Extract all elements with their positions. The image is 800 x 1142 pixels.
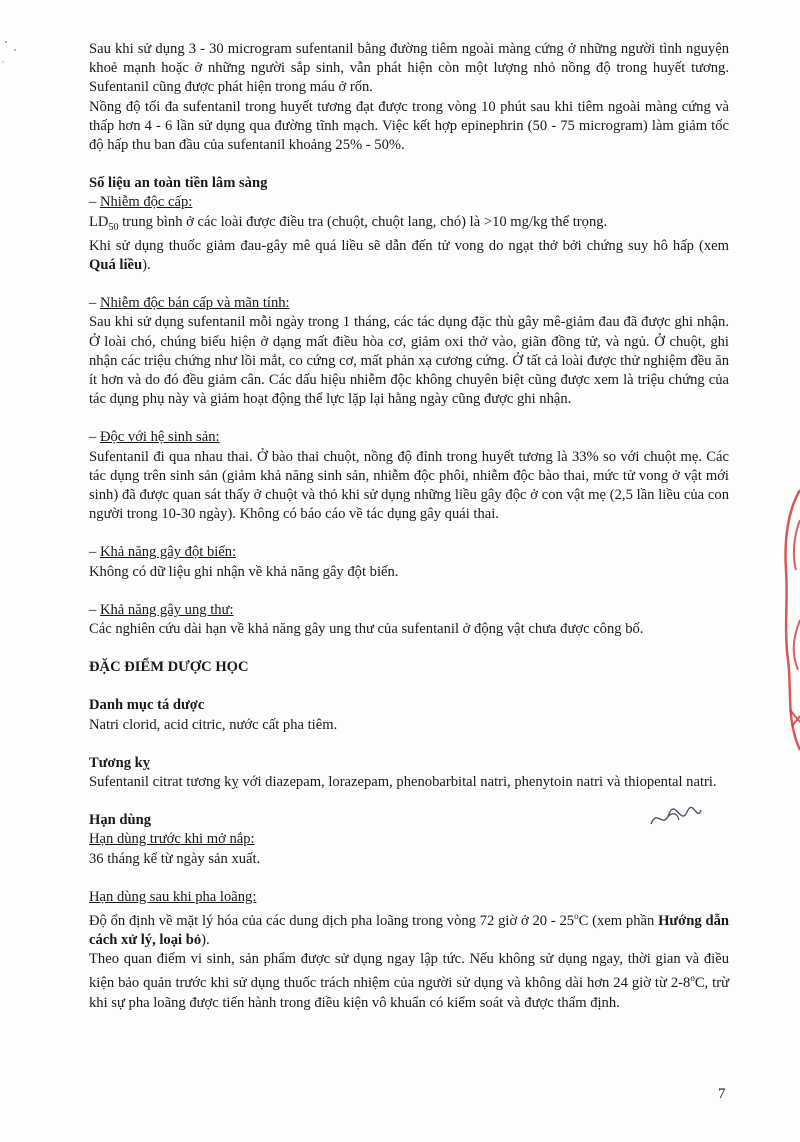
chronic-toxicity-label: – Nhiễm độc bán cấp và mãn tính:: [89, 295, 290, 312]
before-open-text: 36 tháng kể từ ngày sản xuất.: [89, 850, 261, 867]
ld50-line: $LD_{50}$ trung bình ở các loài được điều tra (chuột, chuột lang, chó) là >10 mg/kg thể trọng.: [89, 213, 608, 233]
chronic-toxicity-text: Sau khi sử dụng sufentanil mỗi ngày trong 1 tháng, các tác dụng đặc thù gây mê-giảm đau đã được ghi nhận. Ở loài chó, chúng biểu hiện ở dạng mất điều hòa cơ, giảm oxi thở vào, giãn đồng tử, và ngủ. Ở chuột, ghi nhận các triệu chứng như lồi mắt, co cứng cơ, mất phản xạ cương cứng. Ở tất cả loài được thử nghiệm đều ăn ít hơn và do đó đều giảm cân. Các dấu hiệu nhiễm độc không chuyên biệt cũng được xem là triệu chứng của tác dụng phụ này và giảm hoạt động thể lực lặp lại hằng ngày cũng được ghi nhận.: [89, 314, 729, 408]
after-dilution-paragraph-1: Độ ổn định về mặt lý hóa của các dung dịch pha loãng trong vòng 72 giờ ở 20 - 25$^o$C (xem phần Hướng dẫn cách xử lý, loại bỏ).: [89, 911, 729, 949]
excipients-text: Natri clorid, acid citric, nước cất pha tiêm.: [89, 716, 338, 733]
reproductive-toxicity-label: – Độc với hệ sinh sản:: [89, 429, 220, 446]
incompatibility-heading: Tương kỵ: [89, 754, 151, 771]
carcinogenic-text: Các nghiên cứu dài hạn về khả năng gây ung thư của sufentanil ở động vật chưa được công bố.: [89, 620, 644, 637]
excipients-heading: Danh mục tá dược: [89, 697, 205, 714]
reproductive-toxicity-text: Sufentanil đi qua nhau thai. Ở bào thai chuột, nồng độ đỉnh trong huyết tương là 33% so với chuột mẹ. Các tác dụng trên sinh sản (giảm khả năng sinh sản, nhiễm độc phôi, nhiễm độc bào thai, mức tử vong ở vật mới sinh) đã được quan sát thấy ở chuột và thỏ khi sử dụng những liều gây độc ở con vật mẹ (2,5 lần liều của con người trong 10-30 ngày). Không có báo cáo về tác dụng gây quái thai.: [89, 448, 729, 523]
mutagenic-label: – Khả năng gây đột biến:: [89, 544, 237, 561]
intro-paragraph-1: Sau khi sử dụng 3 - 30 microgram sufentanil bằng đường tiêm ngoài màng cứng ở những người tình nguyện khoẻ mạnh hoặc ở những người sắp sinh, vẫn phát hiện còn một lượng nhỏ nồng độ trong huyết tương. Sufentanil cũng được phát hiện trong máu ở rốn.: [89, 41, 729, 96]
page-number: 7: [718, 1086, 726, 1102]
scan-marks: [0, 20, 30, 70]
acute-toxicity-label: – Nhiễm độc cấp:: [89, 194, 193, 211]
red-seal-stamp-edge: [770, 480, 800, 760]
carcinogenic-label: – Khả năng gây ung thư:: [89, 601, 234, 618]
after-dilution-label: Hạn dùng sau khi pha loãng:: [89, 888, 257, 905]
overdose-line: Khi sử dụng thuốc giảm đau-gây mê quá liều sẽ dẫn đến tử vong do ngạt thở bởi chứng suy hô hấp (xem Quá liều).: [89, 237, 729, 273]
handwritten-mark: [647, 804, 703, 832]
pharma-heading: ĐẶC ĐIỂM DƯỢC HỌC: [89, 659, 249, 676]
before-open-label: Hạn dùng trước khi mở nắp:: [89, 831, 255, 848]
shelf-life-heading: Hạn dùng: [89, 812, 152, 829]
document-page: [89, 40, 729, 1013]
overdose-reference: Quá liều: [89, 256, 143, 273]
safety-heading: Số liệu an toàn tiền lâm sàng: [89, 175, 268, 192]
incompatibility-text: Sufentanil citrat tương kỵ với diazepam, lorazepam, phenobarbital natri, phenytoin natri và thiopental natri.: [89, 774, 717, 790]
intro-paragraph-2: Nồng độ tối đa sufentanil trong huyết tương đạt được trong vòng 10 phút sau khi tiêm ngoài màng cứng và thấp hơn 4 - 6 lần sử dụng qua đường tĩnh mạch. Việc kết hợp epinephrin (50 - 75 microgram) làm giảm tốc độ hấp thu ban đầu của sufentanil khoảng 25% - 50%.: [89, 98, 729, 154]
after-dilution-paragraph-2: Theo quan điểm vi sinh, sản phẩm được sử dụng ngay lập tức. Nếu không sử dụng ngay, thời gian và điều kiện bảo quản trước khi sử dụng thuốc trách nhiệm của người sử dụng và không dài hơn 24 giờ từ 2-8$^o$C, trừ khi sự pha loãng được tiến hành trong điều kiện vô khuẩn có kiểm soát và được thẩm định.: [89, 951, 729, 1011]
mutagenic-text: Không có dữ liệu ghi nhận về khả năng gây đột biến.: [89, 563, 399, 580]
handling-reference: Hướng dẫn cách xử lý, loại bỏ: [89, 912, 729, 949]
